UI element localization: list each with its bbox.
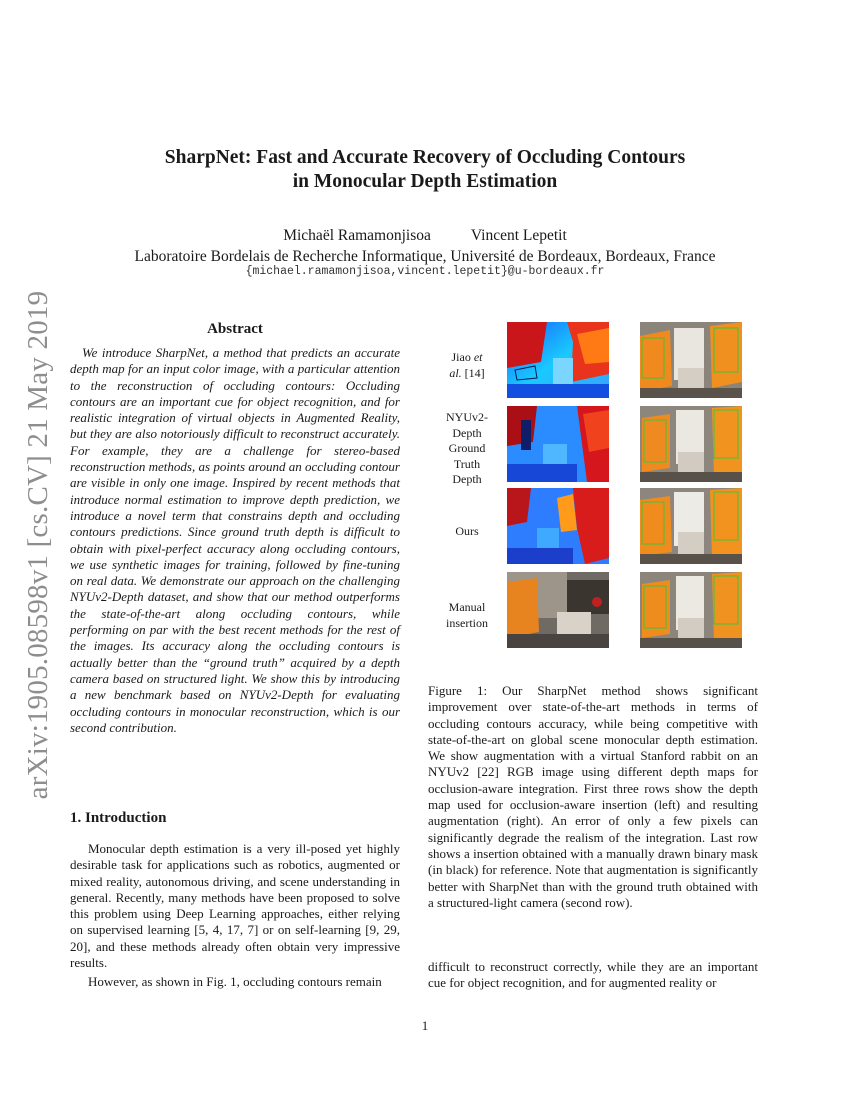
depth-map-ours <box>507 488 609 564</box>
arxiv-identifier <box>10 285 70 805</box>
figure-row-label-ground-truth: NYUv2- Depth Ground Truth Depth <box>446 410 488 486</box>
affiliation: Laboratoire Bordelais de Recherche Informatique, Université de Bordeaux, Bordeaux, France <box>134 248 716 265</box>
augmentation-ground-truth <box>640 406 742 482</box>
augmentation-jiao <box>640 322 742 398</box>
author-2: Vincent Lepetit <box>470 227 567 244</box>
abstract-heading: Abstract <box>207 321 263 337</box>
arxiv-identifier-text: arXiv:1905.08598v1 [cs.CV] 21 May 2019 <box>22 290 54 800</box>
title-line-1: SharpNet: Fast and Accurate Recovery of Occluding Contours <box>164 147 686 168</box>
figure-row-label-jiao: Jiao et al. [14] <box>449 350 485 380</box>
figure-row-label-manual: Manual insertion <box>446 600 488 630</box>
figure-1-caption: Figure 1: Our SharpNet method shows significant improvement over state-of-the-art methods in terms of occluding contours accuracy, while being competitive with state-of-the-art on global scene monocular depth estimation. We show augmentation with a virtual Stanford rabbit on an NYUv2 [22] RGB image using different depth maps for occlusion-aware integration. First three rows show the depth map used for occlusion-aware insertion (left) and resulting augmentation (right). An error of only a few pixels can significantly degrade the realism of the integration. Last row shows a insertion obtained with a manually drawn binary mask (in black) for reference. Note that augmentation is significantly better with SharpNet than with the ground truth obtained with a structured-light camera (second row). <box>428 683 758 910</box>
figure-row-label-ours: Ours <box>455 524 479 538</box>
rgb-manual-insertion <box>507 572 609 648</box>
intro-paragraph-2: However, as shown in Fig. 1, occluding contours remain <box>88 974 382 989</box>
paper-title <box>60 146 790 194</box>
depth-map-jiao <box>507 322 609 398</box>
right-column-body: difficult to reconstruct correctly, while they are an important cue for object recognition, and for augmented reality or <box>428 959 758 991</box>
page-number: 1 <box>421 1018 429 1033</box>
author-names <box>60 225 790 246</box>
author-block <box>60 225 790 267</box>
title-line-2: in Monocular Depth Estimation <box>292 171 558 192</box>
depth-map-ground-truth <box>507 406 609 482</box>
abstract-text: We introduce SharpNet, a method that predicts an accurate depth map for an input color image, with a particular attention to the reconstruction of occluding contours: Occluding contours are an important cue for object recognition, and for realistic integration of virtual objects in Augmented Reality, but they are also notoriously difficult to reconstruct accurately. For example, they are a challenge for stereo-based reconstruction methods, as points around an occluding contour are visible in only one image. Inspired by recent methods that introduce normal estimation to improve depth prediction, we introduce a novel term that constrains depth and occluding contours predictions. Since ground truth depth is difficult to obtain with pixel-perfect accuracy along occluding contours, we use synthetic images for training, followed by fine-tuning on real data. We demonstrate our approach on the challenging NYUv2-Depth dataset, and show that our method outperforms the state-of-the-art along occluding contours, while performing on par with the best recent methods for the rest of the images. Its accuracy along the occluding contours is actually better than the “ground truth” acquired by a depth camera based on structured light. We show this by introducing a new benchmark based on NYUv2-Depth for evaluating occluding contours in monocular reconstruction, which is our second contribution. <box>70 345 400 735</box>
figure-1 <box>428 318 758 658</box>
section-heading-introduction: 1. Introduction <box>70 810 167 826</box>
augmentation-ours <box>640 488 742 564</box>
intro-paragraph-1: Monocular depth estimation is a very ill-posed yet highly desirable task for applications such as robotics, augmented or mixed reality, autonomous driving, and scene understanding in general. Recently, many methods have been proposed to solve this problem using Deep Learning approaches, either relying on supervised learning [5, 4, 17, 7] or on self-learning [9, 29, 20], and these methods already often obtain very impressive results. <box>70 841 400 971</box>
augmentation-manual <box>640 572 742 648</box>
author-emails: {michael.ramamonjisoa,vincent.lepetit}@u-bordeaux.fr <box>245 265 605 278</box>
author-1: Michaël Ramamonjisoa <box>283 227 431 244</box>
